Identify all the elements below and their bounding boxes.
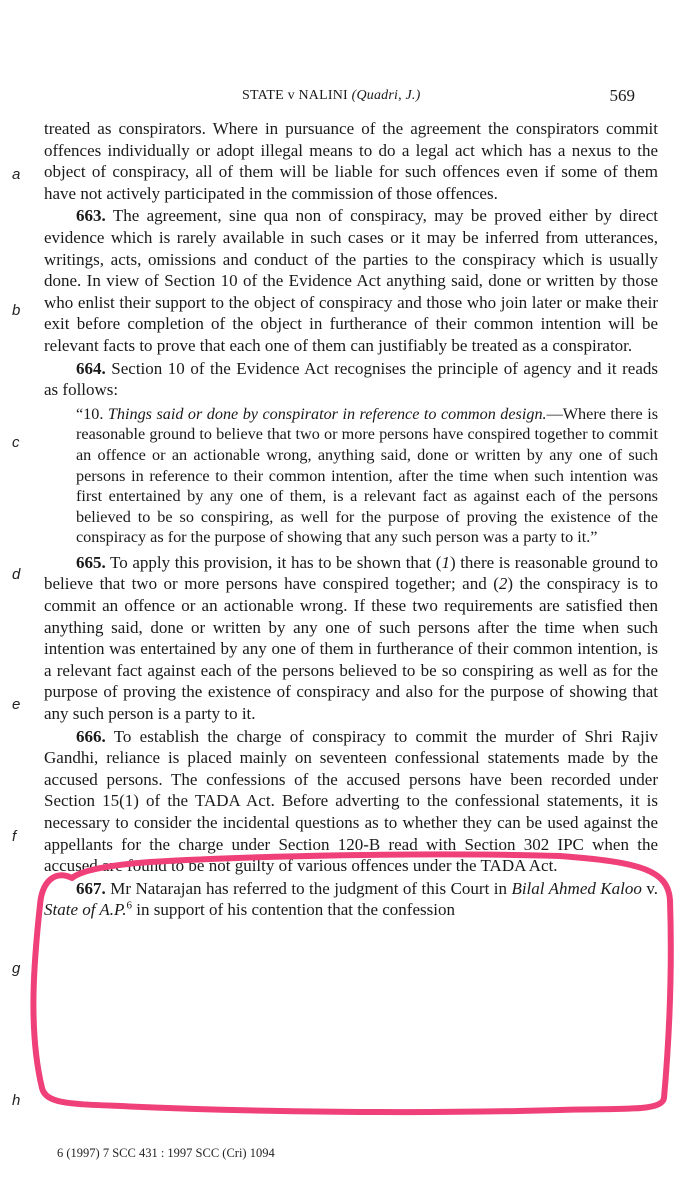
paragraph-665: [44, 552, 658, 725]
versus: v.: [646, 878, 659, 898]
margin-letter-d: d: [12, 566, 21, 583]
enum-two: 2: [498, 574, 508, 594]
running-header: [0, 86, 675, 110]
section-heading: Things said or done by conspirator in reference to common design.: [107, 404, 547, 423]
margin-letter-e: e: [12, 696, 21, 713]
judgment-body: [44, 118, 658, 921]
paragraph-663: [44, 205, 658, 356]
page-number: 569: [609, 86, 635, 105]
paragraph-text: ) there is reasonable ground to believe that two or more persons have conspired together; and (: [44, 552, 658, 594]
paragraph-text: in support of his contention that the confession: [136, 900, 455, 920]
paragraph-number: 663.: [76, 206, 106, 226]
paragraph-number: 665.: [76, 552, 106, 572]
case-party: State of A.P.: [44, 900, 127, 920]
margin-letter-f: f: [12, 828, 17, 845]
paragraph-number: 666.: [76, 726, 106, 746]
paragraph-number: 667.: [76, 878, 106, 898]
paragraph-text: To establish the charge of conspiracy to commit the murder of Shri Rajiv Gandhi, reliance is placed mainly on seventeen confessional statements made by the accused persons. The confessions of the accused persons have been recorded under Section 15(1) of the TADA Act. Before adverting to the confessional statements, it is necessary to consider the incidental questions as to whether they can be used against the appellants for the charge under Section 120-B read with Section 302 IPC when the accused are found to be not guilty of various offences under the TADA Act.: [44, 726, 658, 876]
margin-letter-a: a: [12, 166, 21, 183]
paragraph-text: The agreement, sine qua non of conspiracy, may be proved either by direct evidence which is rarely available in such cases or it may be inferred from utterances, writings, acts, omissions and conduct of the parties to the conspiracy which is usually done. In view of Section 10 of the Evidence Act anything said, done or written by those who enlist their support to the object of conspiracy and those who join later or make their exit before completion of the object in furtherance of their common intention will be relevant facts to prove that each one of them can justifiably be treated as a conspirator.: [44, 206, 658, 355]
paragraph-664: [44, 358, 658, 401]
case-name: Bilal Ahmed Kaloo: [511, 878, 642, 898]
paragraph-666: [44, 726, 658, 877]
section-number: “10.: [76, 404, 104, 423]
paragraph-text: Section 10 of the Evidence Act recognises the principle of agency and it reads as follows:: [44, 358, 659, 400]
paragraph-667: [44, 878, 658, 921]
section-text: —Where there is reasonable ground to believe that two or more persons have conspired together to commit an offence or an actionable wrong, anything said, done or written by any one of such persons in reference to their common intention, after the time when such intention was first entertained by any one of them, is a relevant fact as against each of the persons believed to be so conspiring, as well for the purpose of proving the existence of the conspiracy as for the purpose of showing that any such person was a party to it.”: [76, 404, 658, 547]
statute-quotation: [76, 404, 658, 548]
case-title: STATE v NALINI: [242, 88, 348, 103]
paragraph-text: To apply this provision, it has to be shown that (: [110, 552, 442, 572]
running-head: [242, 88, 420, 104]
margin-letter-b: b: [12, 302, 21, 319]
judge-name: (Quadri, J.): [351, 88, 421, 103]
footnote-ref: 6: [126, 899, 132, 912]
footnote: 6 (1997) 7 SCC 431 : 1997 SCC (Cri) 1094: [57, 1146, 275, 1160]
margin-letter-h: h: [12, 1092, 21, 1109]
paragraph-text: Mr Natarajan has referred to the judgment of this Court in: [110, 878, 507, 898]
paragraph-continued: treated as conspirators. Where in pursuance of the agreement the conspirators commit offences individually or adopt illegal means to do a legal act which has a nexus to the object of conspiracy, all of them will be liable for such offences even if some of them have not actively participated in the commission of those offences.: [44, 119, 658, 203]
paragraph-text: ) the conspiracy is to commit an offence or an actionable wrong. If these two requirements are satisfied then anything said, done or written by any one of such persons after the time when such intention was entertained by any one of them in furtherance of their common intention, is a relevant fact against each of the persons believed to be so conspiring as well as for the purpose of proving the existence of conspiracy and also for the purpose of showing that any such person is a party to it.: [44, 574, 658, 724]
margin-letter-c: c: [12, 434, 20, 451]
enum-one: 1: [441, 552, 450, 572]
margin-letter-g: g: [12, 960, 21, 977]
paragraph-number: 664.: [76, 358, 106, 378]
